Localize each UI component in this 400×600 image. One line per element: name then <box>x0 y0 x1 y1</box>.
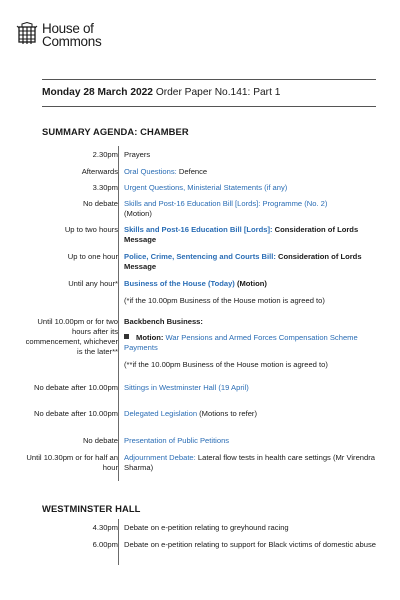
agenda-item: Debate on e-petition relating to support for Black victims of domestic abuse <box>124 540 376 549</box>
order-paper-title <box>42 87 280 98</box>
sittings-westminster-hall-link[interactable]: Sittings in Westminster Hall (19 April) <box>124 383 249 392</box>
agenda-time: Until any hour* <box>68 279 118 288</box>
agenda-time: 2.30pm <box>92 150 118 159</box>
agenda-time: No debate after 10.00pm <box>33 409 118 418</box>
agenda-note: (*if the 10.00pm Business of the House motion is agreed to) <box>124 296 325 305</box>
oral-questions-link[interactable]: Oral Questions: <box>124 167 177 176</box>
public-petitions-link[interactable]: Presentation of Public Petitions <box>124 436 230 445</box>
agenda-time: 6.00pm <box>92 540 118 549</box>
westminster-hall-agenda <box>42 519 376 565</box>
agenda-time: No debate <box>82 436 118 445</box>
house-of-commons-logo <box>16 22 101 48</box>
war-pensions-motion-link[interactable]: War Pensions and Armed Forces Compensation Scheme Payments <box>124 333 358 352</box>
backbench-motion <box>124 333 376 353</box>
agenda-item-text: Defence <box>176 167 208 176</box>
logo-line-2: Commons <box>42 34 102 49</box>
agenda-item-text: (Motion) <box>234 279 267 288</box>
agenda-time: No debate <box>82 199 118 208</box>
skills-bill-lords-message-link[interactable]: Skills and Post-16 Education Bill [Lords]: <box>124 225 273 234</box>
agenda-item-text: (Motions to refer) <box>197 409 257 418</box>
adjournment-debate-link[interactable]: Adjournment Debate: <box>124 453 196 462</box>
agenda-time: Afterwards <box>81 167 118 176</box>
police-crime-bill-link[interactable]: Police, Crime, Sentencing and Courts Bill: <box>124 252 276 261</box>
motion-label: Motion: <box>136 333 164 342</box>
business-of-house-link[interactable]: Business of the House (Today) <box>124 279 235 288</box>
backbench-business-heading: Backbench Business: <box>124 317 203 326</box>
chamber-heading: SUMMARY AGENDA: CHAMBER <box>42 126 189 137</box>
agenda-item: Debate on e-petition relating to greyhound racing <box>124 523 289 532</box>
divider-bottom <box>42 106 376 107</box>
logo-line-1: House of <box>42 21 94 36</box>
agenda-item-text: Consideration of Lords Message <box>124 252 362 271</box>
order-paper-number: Order Paper No.141: Part 1 <box>152 87 281 98</box>
agenda-time: Up to one hour <box>67 252 118 261</box>
agenda-time: Until 10.30pm or for half an hour <box>26 453 118 472</box>
portcullis-icon <box>16 22 38 46</box>
agenda-note: (**if the 10.00pm Business of the House motion is agreed to) <box>124 360 328 369</box>
agenda-item: Prayers <box>124 150 151 159</box>
divider-top <box>42 79 376 80</box>
urgent-questions-link[interactable]: Urgent Questions, Ministerial Statements (if any) <box>124 183 288 192</box>
delegated-legislation-link[interactable]: Delegated Legislation <box>124 409 198 418</box>
agenda-time: Up to two hours <box>64 225 118 234</box>
westminster-hall-heading: WESTMINSTER HALL <box>42 503 141 514</box>
agenda-time: 4.30pm <box>92 523 118 532</box>
agenda-time: 3.30pm <box>92 183 118 192</box>
agenda-time: Until 10.00pm or for two hours after its commencement, whichever is the later** <box>25 317 118 356</box>
agenda-divider <box>118 519 119 565</box>
agenda-time: No debate after 10.00pm <box>33 383 118 392</box>
chamber-agenda <box>25 146 376 481</box>
agenda-item-text: Lateral flow tests in health care settings (Mr Virendra Sharma) <box>124 453 376 472</box>
skills-bill-programme-link[interactable]: Skills and Post-16 Education Bill [Lords]: Programme (No. 2) <box>124 199 328 208</box>
agenda-item-text: (Motion) <box>124 209 152 218</box>
agenda-item-text: Consideration of Lords Message <box>124 225 359 244</box>
order-date: Monday 28 March 2022 <box>42 87 153 98</box>
agenda-divider <box>118 146 119 481</box>
bullet-icon <box>124 334 129 339</box>
